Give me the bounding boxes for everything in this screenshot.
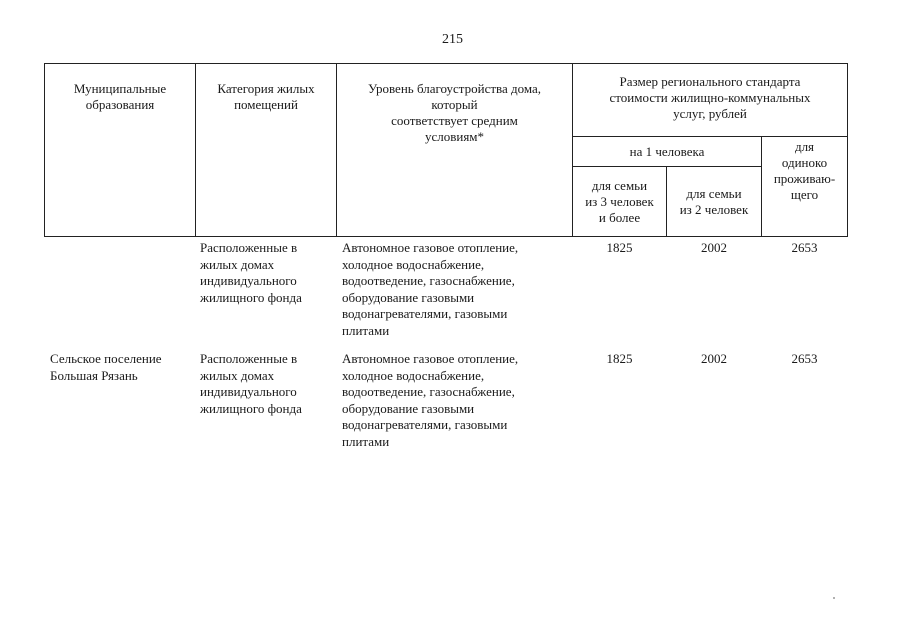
row-family3: 1825	[606, 240, 633, 255]
header-category: Категория жилых помещений	[217, 81, 315, 112]
scan-speck	[833, 597, 835, 599]
row-family2: 2002	[701, 240, 727, 255]
row-level: Автономное газовое отопление, холодное водоснабжение, водоотведение, газоснабжение, оборудование газовыми водонагревателями, газовыми плитами	[342, 240, 519, 338]
header-level: Уровень благоустройства дома, который соответствует средним условиям*	[367, 81, 542, 144]
header-per-person: на 1 человека	[629, 144, 705, 159]
row-municipality: Сельское поселение Большая Рязань	[50, 351, 162, 383]
header-standard: Размер регионального стандарта стоимости жилищно-коммунальных услуг, рублей	[609, 74, 811, 121]
row-category: Расположенные в жилых домах индивидуального жилищного фонда	[200, 351, 302, 416]
header-family2: для семьи из 2 человек	[679, 186, 749, 217]
row-level: Автономное газовое отопление, холодное водоснабжение, водоотведение, газоснабжение, оборудование газовыми водонагревателями, газовыми плитами	[342, 351, 519, 449]
header-family3: для семьи из 3 человек и более	[585, 178, 654, 225]
header-single: для одиноко проживаю- щего	[773, 139, 836, 202]
row-family2: 2002	[701, 351, 727, 366]
row-single: 2653	[791, 240, 818, 255]
row-family3: 1825	[606, 351, 633, 366]
row-single: 2653	[791, 351, 818, 366]
row-category: Расположенные в жилых домах индивидуального жилищного фонда	[200, 240, 302, 305]
header-municipality: Муниципальные образования	[73, 81, 167, 112]
page-number: 215	[442, 32, 463, 47]
